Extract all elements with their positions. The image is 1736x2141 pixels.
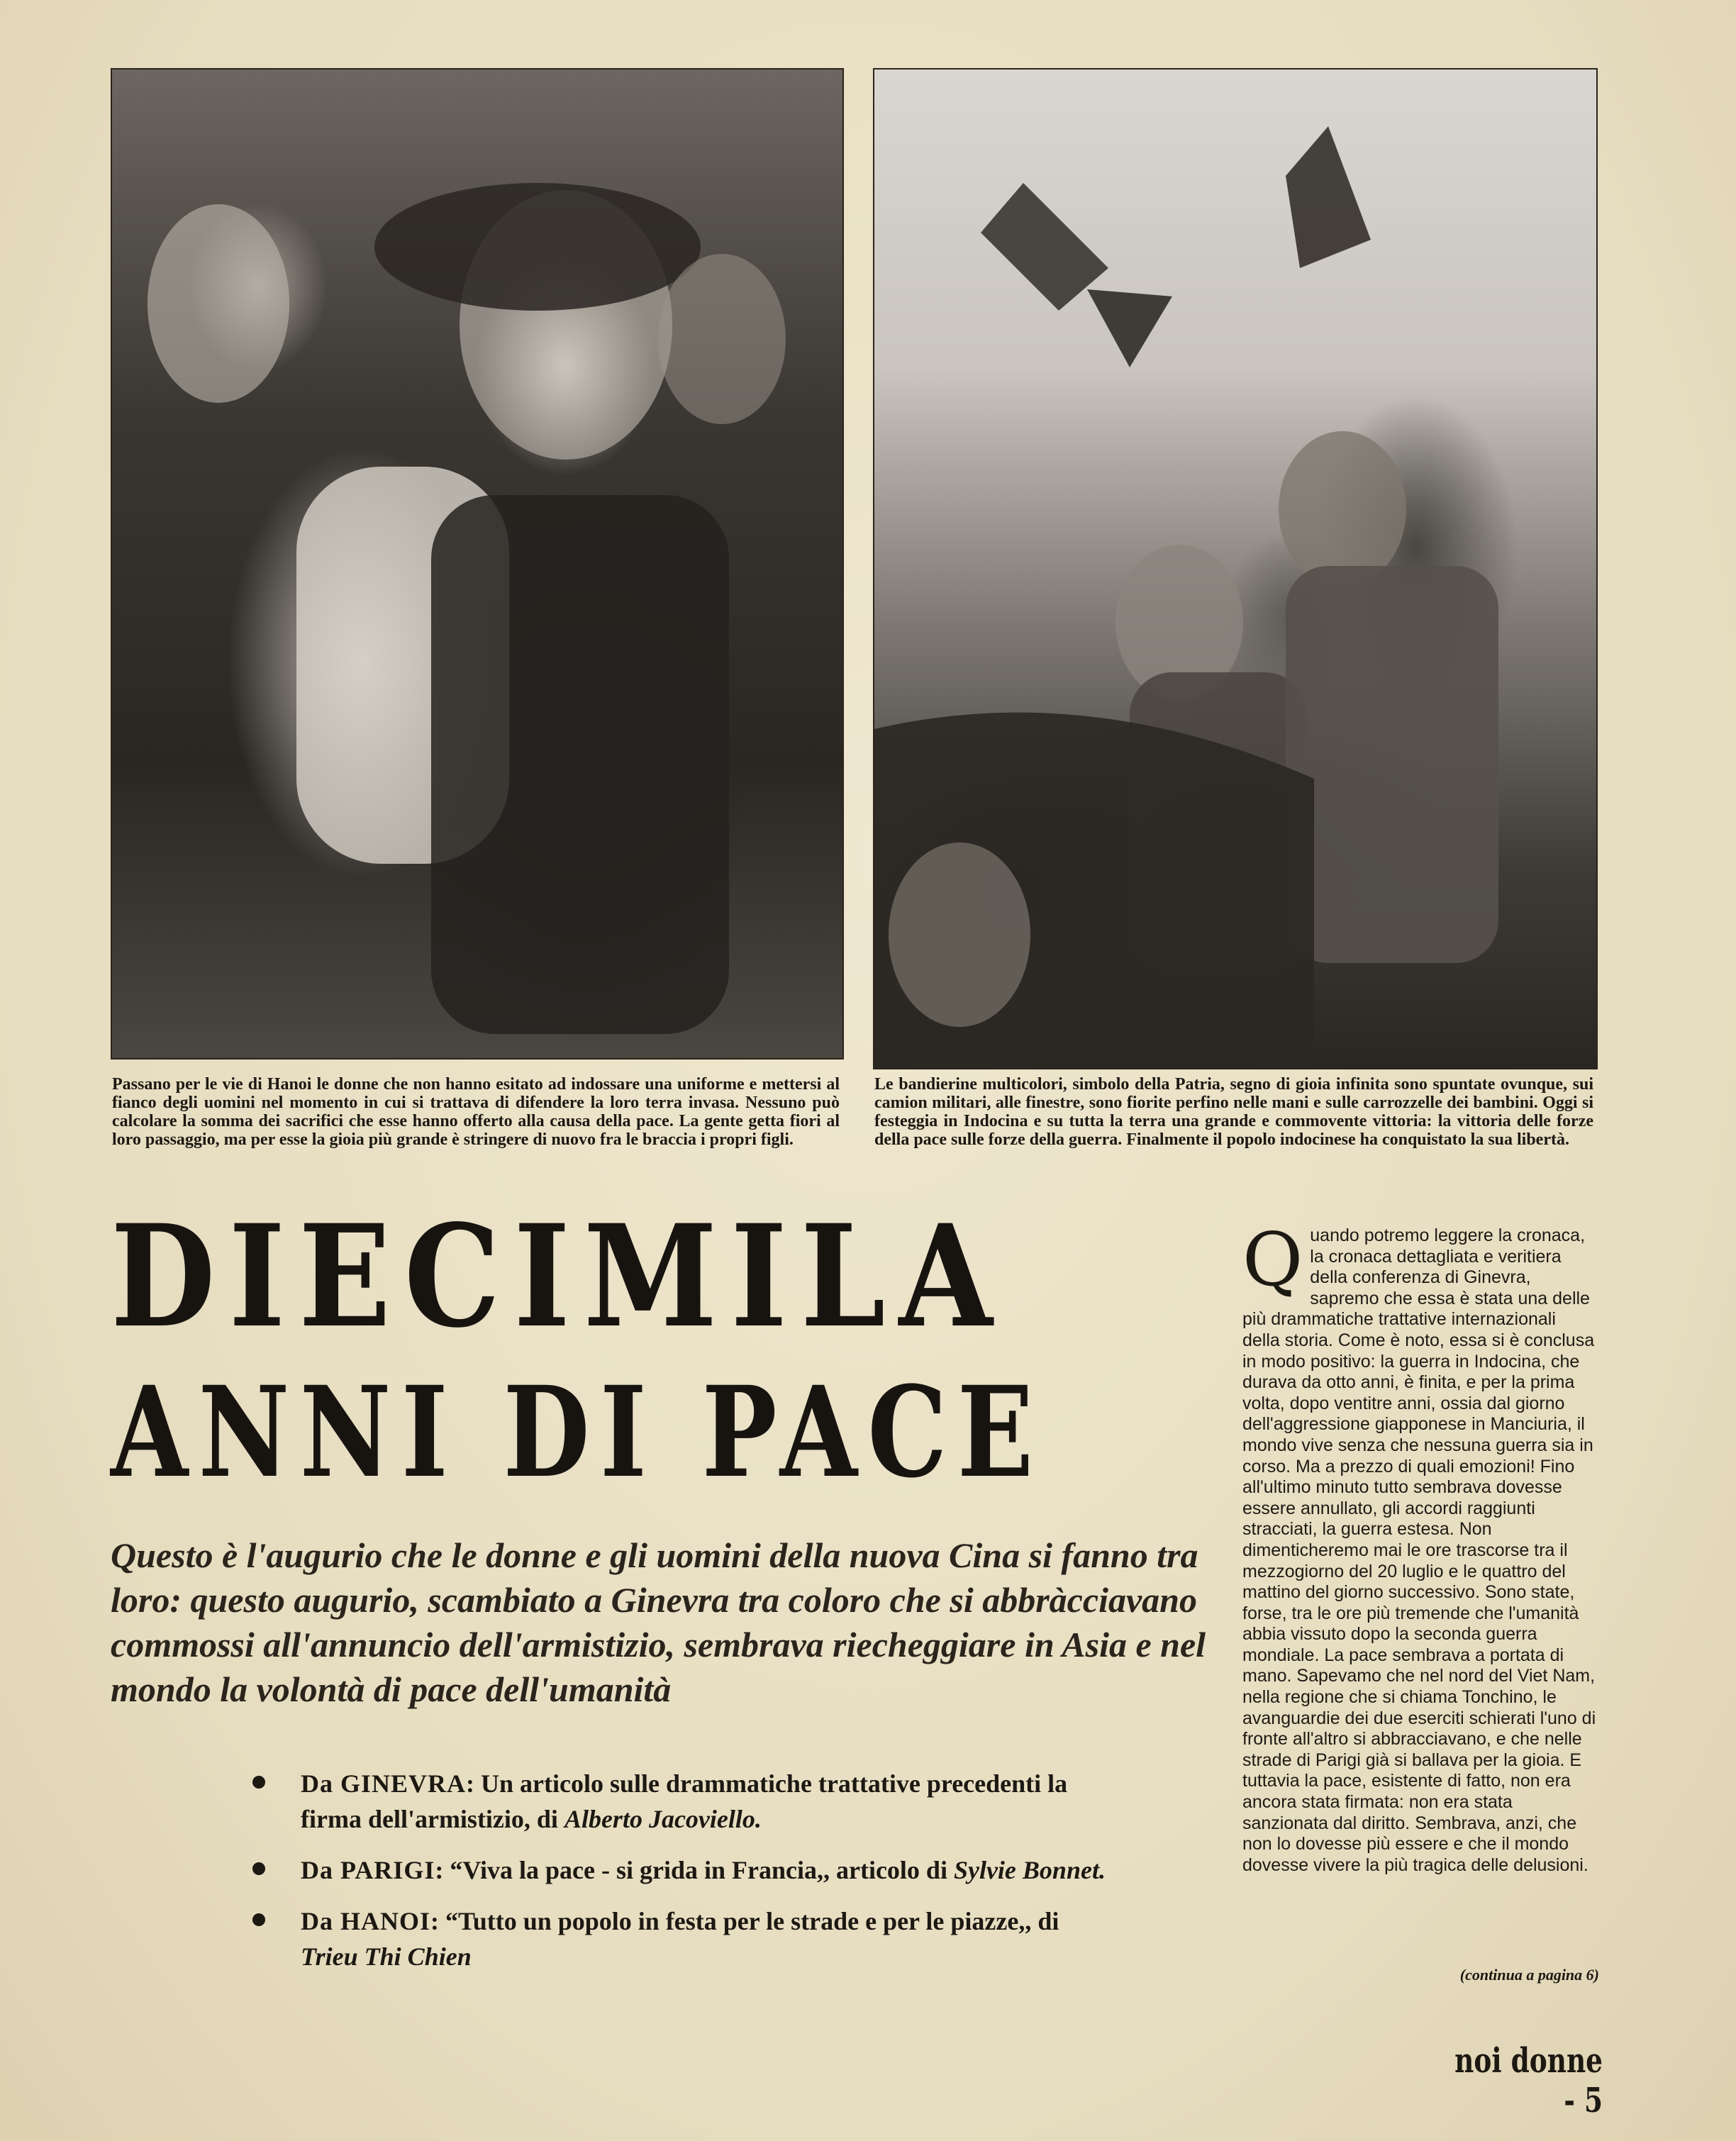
article-teasers [241,1766,1120,1990]
teaser-item [241,1766,1120,1837]
caption-left: Passano per le vie di Hanoi le donne che non hanno esitato ad indossare una uniforme e mettersi al fianco degli uomini nel momento in cui si trattava di difendere la loro terra invasa. Nessuno può calcolare la somma dei sacrifici che esse hanno offerto alla causa della pace. La gente getta fiori al loro passaggio, ma per esse la gioia più grande è stringere di nuovo fra le braccia i propri figli. [112,1075,840,1149]
teaser-byline: Sylvie Bonnet. [953,1856,1106,1884]
headline-line-1: DIECIMILA [111,1194,1006,1359]
photo-hanoi-women [111,68,844,1060]
page-folio: noi donne - 5 [1454,2041,1603,2120]
teaser-item [241,1852,1120,1888]
subheading: Questo è l'augurio che le donne e gli uomini della nuova Cina si fanno tra loro: questo augurio, scambiato a Ginevra tra coloro che si abbràcciavano commossi all'annuncio dell'armistizio, sembrava riecheggiare in Asia e nel mondo la volontà di pace dell'umanità [111,1535,1206,1709]
teaser-text: : Un articolo sulle drammatiche trattative precedenti la firma dell'armistizio, di [301,1769,1068,1833]
teaser-source: Da HANOI [301,1907,431,1935]
caption-right: Le bandierine multicolori, simbolo della Patria, segno di gioia infinita sono spuntate ovunque, sui camion militari, alle finestre, sono fiorite perfino nelle mani e sulle carrozzelle dei bambini. Oggi si festeggia in Indocina e su tutta la terra una grande e commovente vittoria: la vittoria delle forze della pace sulle forze della guerra. Finalmente il popolo indocinese ha conquistato la sua libertà. [874,1075,1593,1149]
photo-soldiers-cheering-icon [874,69,1596,1068]
headline-line-2: ANNI DI PACE [111,1359,1044,1506]
article-body: uando potremo leggere la cronaca, la cronaca dettagliata e veritiera della conferenza di Ginevra, sapremo che essa è stata una delle più drammatiche trattative internazionali della storia. Come è noto, essa si è conclusa in modo positivo: la guerra in Indocina, che durava da otto anni, è finita, e per la prima volta, dopo ventitre anni, ossia dal giorno dell'aggressione giapponese in Manciuria, il mondo vive senza che nessuna guerra sia in corso. Ma a prezzo di quali emozioni! Fino all'ultimo minuto tutto sembrava dovesse essere annullato, gli accordi raggiunti stracciati, la guerra estesa. Non dimenticheremo mai le ore trascorse tra il mezzogiorno del 20 luglio e le quattro del mattino del giorno successivo. Sono state, forse, tra le ore più tremende che l'umanità abbia vissuto dopo la seconda guerra mondiale. La pace sembrava a portata di mano. Sapevamo che nel nord del Viet Nam, nella regione che si chiama Tonchino, le avanguardie dei due eserciti schierati l'uno di fronte all'altro si abbracciavano, e che nelle strade di Parigi già si ballava per la gioia. E tuttavia la pace, esistente di fatto, non era ancora stata firmata: non era stata sanzionata dal diritto. Sembrava, anzi, che non lo dovesse più essere e che il mondo dovesse vivere la più tragica delle delusioni. [1242,1225,1596,1875]
photo-women-uniform-icon [112,69,842,1058]
continuation-note: (continua a pagina 6) [1459,1966,1599,1984]
article-dropcap: Q [1242,1216,1303,1303]
teaser-byline: Trieu Thi Chien [301,1942,472,1971]
teaser-text: : “Tutto un popolo in festa per le strade e per le piazze,, di [430,1907,1059,1935]
photo-cheering-soldiers [873,68,1598,1069]
article-column [1242,1216,1597,1876]
teaser-source: Da GINEVRA [301,1769,467,1798]
bullet-dot-icon [252,1913,265,1926]
teaser-source: Da PARIGI [301,1856,435,1884]
bullet-dot-icon [252,1862,265,1875]
teaser-item [241,1903,1120,1974]
teaser-byline: Alberto Jacoviello. [564,1805,762,1833]
bullet-dot-icon [252,1776,265,1789]
teaser-text: : “Viva la pace - si grida in Francia,, articolo di [435,1856,954,1884]
